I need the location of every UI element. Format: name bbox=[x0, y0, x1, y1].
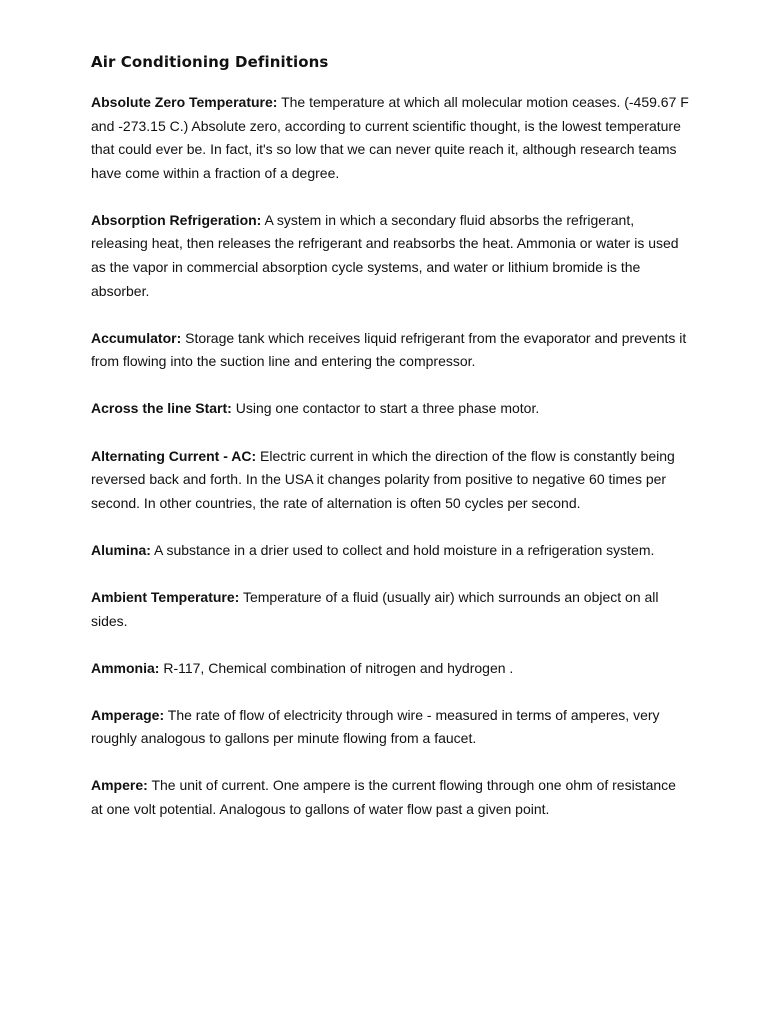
definition-entry bbox=[91, 445, 691, 516]
definition-entry bbox=[91, 704, 691, 751]
definition-term: Accumulator: bbox=[91, 329, 182, 346]
definition-term: Ammonia: bbox=[91, 659, 160, 676]
definition-term: Ampere: bbox=[91, 777, 148, 794]
definition-entry bbox=[91, 327, 691, 374]
definition-text: Storage tank which receives liquid refrigerant from the evaporator and prevents it from flowing into the suction line and entering the compressor. bbox=[91, 329, 687, 370]
definition-entry bbox=[91, 657, 691, 681]
definition-entry bbox=[91, 586, 691, 633]
definition-term: Absolute Zero Temperature: bbox=[91, 94, 278, 110]
definition-entry bbox=[91, 539, 691, 563]
definition-text: The rate of flow of electricity through wire - measured in terms of amperes, very roughly analogous to gallons per minute flowing from a faucet. bbox=[91, 706, 660, 747]
definition-term: Across the line Start: bbox=[91, 400, 232, 417]
definition-text: Temperature of a fluid (usually air) which surrounds an object on all sides. bbox=[91, 588, 659, 629]
definition-text: The unit of current. One ampere is the current flowing through one ohm of resistance at one volt potential. Analogous to gallons of water flow past a given point. bbox=[91, 777, 676, 817]
definition-term: Alumina: bbox=[91, 541, 151, 558]
definitions-list bbox=[91, 91, 691, 845]
definition-text: The temperature at which all molecular motion ceases. (-459.67 F and -273.15 C.) Absolute zero, according to current scientific thought, is the lowest temperature that could ever be. In fact, it's so low that we can never quite reach it, although research teams have come within a fraction of a degree. bbox=[91, 94, 689, 181]
definition-entry bbox=[91, 91, 691, 185]
definition-entry bbox=[91, 209, 691, 303]
definition-term: Absorption Refrigeration: bbox=[91, 211, 262, 228]
definition-text: Using one contactor to start a three phase motor. bbox=[235, 400, 540, 417]
definition-entry bbox=[91, 397, 691, 421]
definition-text: A system in which a secondary fluid absorbs the refrigerant, releasing heat, then releases the refrigerant and reabsorbs the heat. Ammonia or water is used as the vapor in commercial absorption cycle systems, and water or lithium bromide is the absorber. bbox=[91, 211, 679, 299]
document-title: Air Conditioning Definitions bbox=[91, 53, 329, 71]
definition-text: Electric current in which the direction of the flow is constantly being reversed back and forth. In the USA it changes polarity from positive to negative 60 times per second. In other countries, the rate of alternation is often 50 cycles per second. bbox=[91, 447, 675, 511]
definition-entry bbox=[91, 774, 691, 821]
definition-text: R-117, Chemical combination of nitrogen and hydrogen . bbox=[163, 659, 514, 676]
definition-text: A substance in a drier used to collect and hold moisture in a refrigeration system. bbox=[154, 541, 655, 558]
definition-term: Amperage: bbox=[91, 706, 165, 723]
definition-term: Ambient Temperature: bbox=[91, 588, 240, 605]
definition-term: Alternating Current - AC: bbox=[91, 447, 257, 464]
